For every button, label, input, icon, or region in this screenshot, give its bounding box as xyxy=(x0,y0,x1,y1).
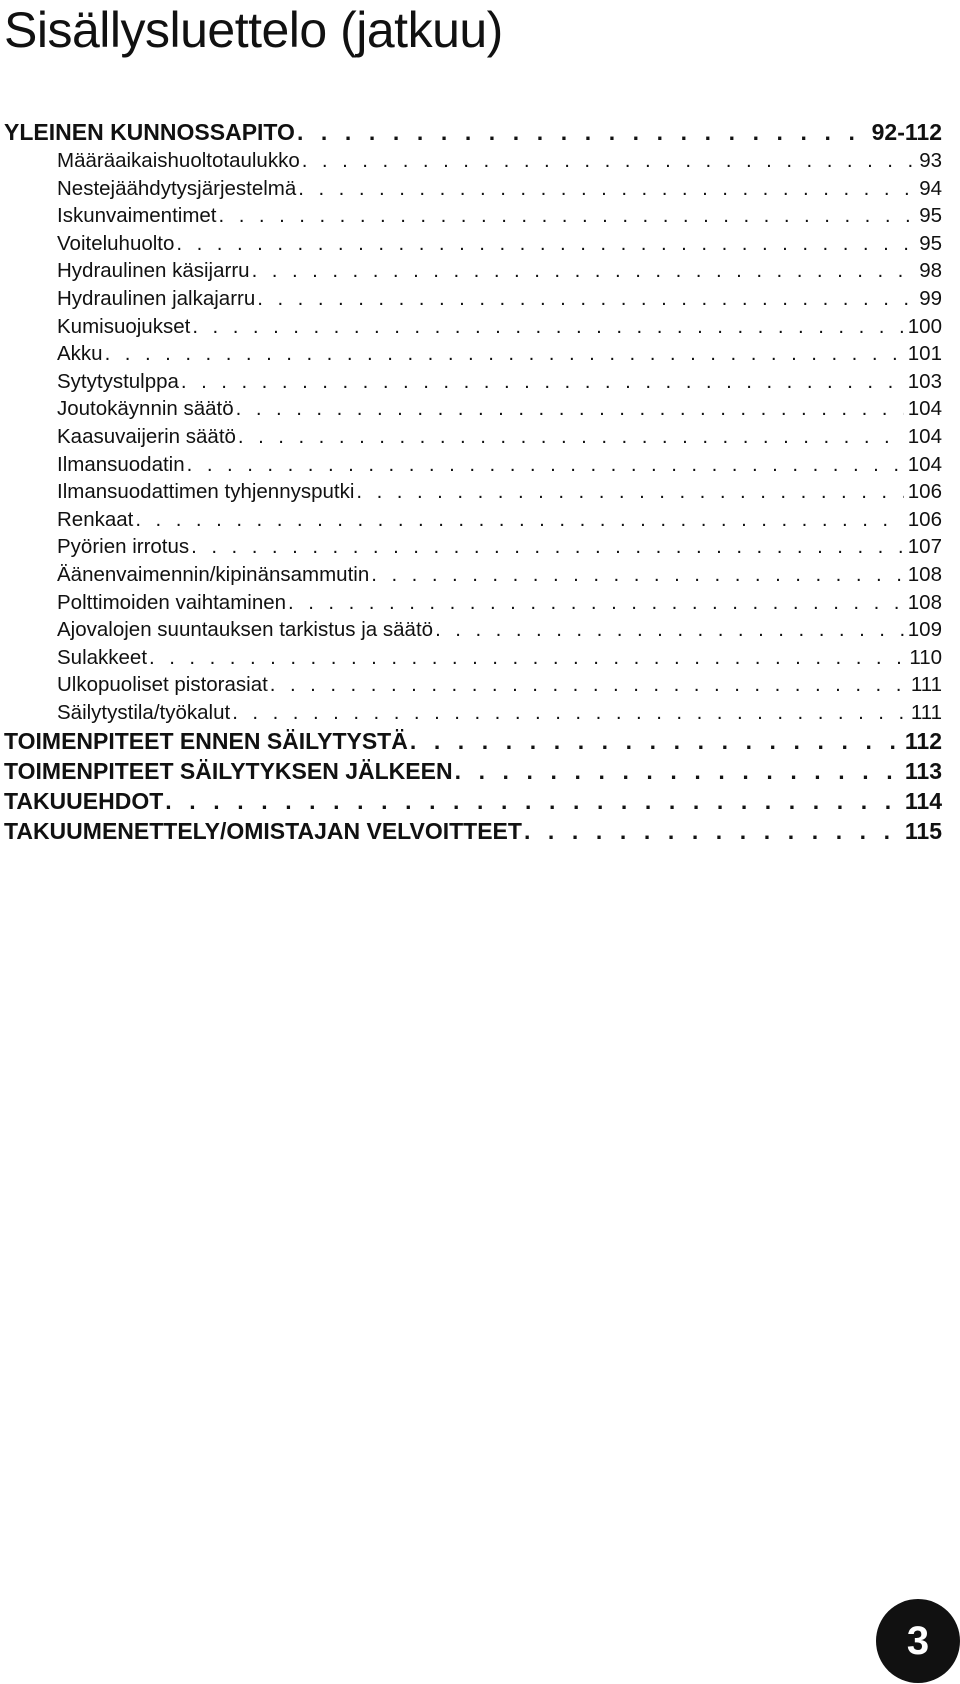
dot-leader xyxy=(298,175,915,203)
toc-entry-label: Pyörien irrotus xyxy=(57,535,190,559)
toc-entry-page: 95 xyxy=(919,204,942,228)
toc-entry-row[interactable] xyxy=(4,230,942,258)
toc-entry-row[interactable] xyxy=(4,451,942,479)
toc-entry-page: 106 xyxy=(907,507,942,531)
toc-entry-row[interactable] xyxy=(4,616,942,644)
toc-entry-label: Säilytystila/työkalut xyxy=(57,700,231,724)
toc-entry-label: Kaasuvaijerin säätö xyxy=(57,424,236,448)
dot-leader xyxy=(181,368,904,396)
dot-leader xyxy=(257,285,915,313)
dot-leader xyxy=(236,395,904,423)
dot-leader xyxy=(297,117,868,147)
dot-leader xyxy=(192,313,903,341)
dot-leader xyxy=(232,699,907,727)
toc-entry-row[interactable] xyxy=(4,175,942,203)
toc-entry-row[interactable] xyxy=(4,699,942,727)
dot-leader xyxy=(371,561,904,589)
toc-entry-label: Äänenvaimennin/kipinänsammutin xyxy=(57,562,370,586)
toc-entry-page: 101 xyxy=(907,342,942,366)
toc-entry-label: Akku xyxy=(57,342,103,366)
toc-entry-row[interactable] xyxy=(4,533,942,561)
dot-leader xyxy=(410,726,901,756)
toc-entry-row[interactable] xyxy=(4,313,942,341)
dot-leader xyxy=(219,202,916,230)
dot-leader xyxy=(238,423,904,451)
toc-entry-row[interactable] xyxy=(4,506,942,534)
toc-entry-label: Ajovalojen suuntauksen tarkistus ja säätö xyxy=(57,618,434,642)
toc-entry-page: 92-112 xyxy=(871,119,942,145)
dot-leader xyxy=(356,478,903,506)
dot-leader xyxy=(135,506,903,534)
toc-entry-label: Hydraulinen käsijarru xyxy=(57,259,250,283)
toc-entry-page: 112 xyxy=(904,728,942,755)
toc-entry-label: Polttimoiden vaihtaminen xyxy=(57,590,287,614)
toc-entry-page: 110 xyxy=(909,645,942,669)
toc-entry-label: Ilmansuodattimen tyhjennysputki xyxy=(57,480,355,504)
toc-entry-page: 111 xyxy=(910,700,942,724)
toc-entry-label: TOIMENPITEET ENNEN SÄILYTYSTÄ xyxy=(4,728,408,755)
toc-entry-row[interactable] xyxy=(4,202,942,230)
toc-entry-row[interactable] xyxy=(4,285,942,313)
dot-leader xyxy=(191,533,904,561)
toc-entry-page: 108 xyxy=(907,590,942,614)
toc-section-row[interactable] xyxy=(4,117,942,147)
toc-entry-page: 109 xyxy=(907,618,942,642)
dot-leader xyxy=(252,257,916,285)
toc-entry-row[interactable] xyxy=(4,340,942,368)
toc-entry-page: 93 xyxy=(919,149,942,172)
toc-entry-page: 108 xyxy=(907,562,942,586)
toc-entry-page: 99 xyxy=(919,286,942,310)
toc-entry-row[interactable] xyxy=(4,423,942,451)
toc-entry-label: TOIMENPITEET SÄILYTYKSEN JÄLKEEN xyxy=(4,758,453,785)
toc-entry-label: Ulkopuoliset pistorasiat xyxy=(57,673,268,697)
toc-entry-label: TAKUUEHDOT xyxy=(4,788,164,815)
dot-leader xyxy=(270,671,907,699)
toc-entry-row[interactable] xyxy=(4,147,942,175)
dot-leader xyxy=(176,230,915,258)
dot-leader xyxy=(455,756,901,786)
toc-entry-label: Määräaikaishuoltotaulukko xyxy=(57,149,300,172)
toc-entry-page: 94 xyxy=(919,176,942,200)
table-of-contents xyxy=(4,117,942,846)
toc-entry-row[interactable] xyxy=(4,671,942,699)
toc-entry-label: Nestejäähdytysjärjestelmä xyxy=(57,176,297,200)
dot-leader xyxy=(435,616,904,644)
toc-entry-row[interactable] xyxy=(4,644,942,672)
toc-entry-row[interactable] xyxy=(4,368,942,396)
toc-entry-row[interactable] xyxy=(4,395,942,423)
toc-entry-label: Iskunvaimentimet xyxy=(57,204,217,228)
toc-entry-page: 113 xyxy=(904,758,942,785)
toc-entry-label: Renkaat xyxy=(57,507,134,531)
toc-section-row[interactable] xyxy=(4,786,942,816)
toc-entry-label: Sulakkeet xyxy=(57,645,148,669)
toc-entry-page: 106 xyxy=(907,480,942,504)
toc-entry-label: Kumisuojukset xyxy=(57,314,191,338)
toc-entry-row[interactable] xyxy=(4,589,942,617)
toc-entry-label: Voiteluhuolto xyxy=(57,231,175,255)
toc-entry-label: Hydraulinen jalkajarru xyxy=(57,286,256,310)
dot-leader xyxy=(302,147,915,175)
toc-entry-page: 111 xyxy=(910,673,942,697)
toc-entry-page: 95 xyxy=(919,231,942,255)
toc-entry-row[interactable] xyxy=(4,561,942,589)
toc-entry-page: 100 xyxy=(907,314,942,338)
dot-leader xyxy=(105,340,904,368)
toc-section-row[interactable] xyxy=(4,756,942,786)
toc-section-row[interactable] xyxy=(4,816,942,846)
toc-entry-page: 115 xyxy=(904,818,942,845)
toc-entry-page: 107 xyxy=(907,535,942,559)
toc-entry-label: Ilmansuodatin xyxy=(57,452,185,476)
dot-leader xyxy=(165,786,901,816)
dot-leader xyxy=(187,451,904,479)
toc-entry-row[interactable] xyxy=(4,478,942,506)
dot-leader xyxy=(288,589,904,617)
dot-leader xyxy=(149,644,905,672)
toc-entry-page: 103 xyxy=(907,369,942,393)
toc-entry-label: TAKUUMENETTELY/OMISTAJAN VELVOITTEET xyxy=(4,818,522,845)
toc-entry-row[interactable] xyxy=(4,257,942,285)
page-number-badge: 3 xyxy=(876,1599,960,1683)
dot-leader xyxy=(524,816,901,846)
toc-section-row[interactable] xyxy=(4,726,942,756)
toc-entry-page: 104 xyxy=(907,452,942,476)
toc-entry-page: 114 xyxy=(904,788,942,815)
toc-entry-label: Sytytystulppa xyxy=(57,369,179,393)
toc-entry-label: Joutokäynnin säätö xyxy=(57,397,234,421)
toc-entry-page: 104 xyxy=(907,424,942,448)
page-title: Sisällysluettelo (jatkuu) xyxy=(4,2,503,58)
toc-entry-label: YLEINEN KUNNOSSAPITO xyxy=(4,119,295,145)
toc-entry-page: 104 xyxy=(907,397,942,421)
toc-entry-page: 98 xyxy=(919,259,942,283)
